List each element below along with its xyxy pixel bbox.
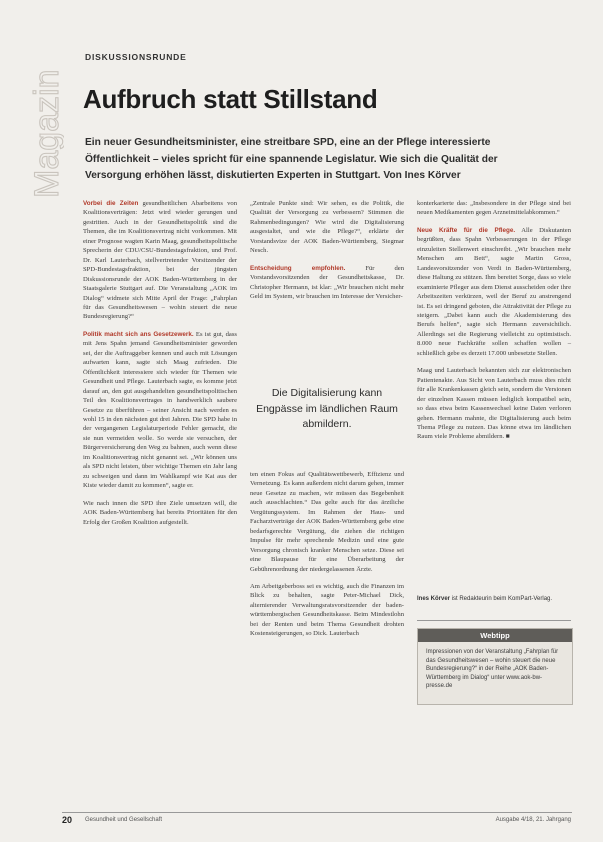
paragraph [250,264,404,302]
article-lead: Ein neuer Gesundheitsminister, eine streitbare SPD, eine an der Pflege interessierte Öffentlichkeit – vieles spricht für eine spannende Legislatur. Wie sich die Qualität der Versorgung erhöhen lässt, diskutierten Experten in Stuttgart. Von Ines Körver [85,137,498,181]
subheading: Entscheidung empfohlen. [250,264,346,272]
text-column-1 [83,199,237,535]
pull-quote: Die Digitalisierung kann Engpässe im ländlichen Raum abmildern. [256,387,398,430]
author-note [417,595,571,604]
paragraph-text: Für den Vorstandsvorsitzenden der Gesundheitskasse, Dr. Christopher Hermann, ist klar: „Wir brauchen nicht mehr Geld im System, wir brauchen im Interesse der Versicher- [250,264,405,301]
paragraph-text: Alle Diskutanten begrüßten, dass Spahn Verbesserungen in der Pflege einzuleiten Stellenwert einschreibt. „Wir brauchen mehr Menschen am Bett“, sagte Martin Gross, Landesvorsitzender von Verdi in Baden-Württemberg, diese Haltung zu stützen. Ihm bereitet Sorge, dass so viele examinierte Pfleger aus dem Dienst ausscheiden oder ihre Arbeitszeiten verkürzen, weil der Beruf zu anstrengend ist. Es sei dringend geboten, die Attraktivität der Pflege zu steigern. „Dabei kann auch die Akademisierung des Berufs helfen“, sagte sich Hermann zuversichtlich. Allerdings sei die Regierung vielleicht zu optimistisch. 8.000 neue Fachkräfte sollen schaffen wollen – schließlich gebe es derzeit 17.000 unbesetzte Stellen. [417,226,571,357]
paragraph-text: Maag und Lauterbach bekannten sich zur elektronischen Patientenakte. Aus Sicht von Lauterbach muss dies nicht für alle Krankenkassen gleich sein, sondern die Versionen der einzelnen Kassen müssen lediglich kompatibel sein, so dass etwa beim Kassenwechsel keine Daten verloren gehen. Hermann mahnte, die Digitalisierung auch beim Thema Pflege zu nutzen. Das könne etwa im ländlichen Raum viele Probleme abmildern. ■ [417,367,571,441]
page-number: 20 [62,815,73,825]
divider [417,620,571,621]
paragraph-text: „Zentrale Punkte sind: Wir sehen, es die Politik, die Qualität der Versorgung zu verbessern? Stimmen die Rahmenbedingungen? Wie wird die Digitalisierung ausgestaltet, und wie die Pflege?“, erklärte der Vorstandsvize der AOK Baden-Württemberg, Siegmar Nesch. [250,200,404,255]
author-role: ist Redakteurin beim KomPart-Verlag. [450,596,553,602]
footer-issue: Ausgabe 4/18, 21. Jahrgang [495,817,571,823]
paragraph [83,499,237,527]
paragraph [417,199,571,218]
paragraph [417,226,571,358]
paragraph [250,199,404,256]
paragraph-text: konterkarierte das: „Insbesondere in der Pflege sind bei neuen Medikamenten gegen Arzneimittelabkommen.“ [417,200,571,217]
article-headline: Aufbruch statt Stillstand [83,84,378,114]
text-column-2-bottom [250,470,404,647]
paragraph-text: Am Arbeitgeberboss sei es wichtig, auch die Finanzen im Blick zu behalten, sagte Peter-Michael Dick, alternierender Verwaltungsratsvorsitzender der baden-württembergischen Gesundheitskasse. Beim Mindestlohn bei der Renten und beim Thema Gesundheit drohten Kostensteigerungen, so Dick. Lauterbach [250,582,404,638]
magazin-vertical-label [28,50,64,200]
magazin-label-text: Magazin [28,69,64,198]
magazin-label-graphic [28,50,64,200]
author-name: Ines Körver [417,596,451,602]
text-column-3 [417,199,571,450]
webtipp-text: Impressionen von der Veranstaltung „Fahrplan für das Gesundheitswesen – wohin steuert die neue Bundesregierung?“ in der Reihe „AOK Baden-Württemberg im Dialog“ unter www.aok-bw-presse.de [426,649,559,690]
webtipp-box [417,628,573,705]
subheading: Neue Kräfte für die Pflege. [417,226,516,234]
paragraph-text: Es ist gut, dass mit Jens Spahn jemand Gesundheitsminister geworden sei, der die Auftraggeber kennen und auch mit Lösungen aufwarten kann, sagte sich Maag zufrieden. Die Öffentlichkeit interessiere sich wieder für Themen wie Gesundheit und Pflege. Lauterbach sagte, es komme jetzt darauf an, den gut ausgehandelten gesundheitspolitischen Teil des Koalitionsvertrages in handwerklich saubere Gesetze zu überführen – seiner Ansicht nach werden es wohl 15 in den nächsten gut drei Jahren. Die SPD habe in der vergangenen Legislaturperiode Fehler gemacht, die sie nun vermeiden wolle. So werde sie versuchen, der Bürgerversicherung den Weg zu bahnen, auch wenn diese im Koalitionsvertrag nicht genannt sei. „Wir können uns als SPD nicht leisten, über wichtige Themen ein Jahr lang zu schweigen und dann im Wahlkampf wie Kai aus der Kiste wieder damit zu kommen“, sagte er. [83,330,237,490]
footer-divider [62,812,572,813]
webtipp-title: Webtipp [418,629,572,642]
subheading: Politik macht sich ans Gesetzewerk. [83,330,194,338]
paragraph [250,582,404,639]
paragraph-text: ten einen Fokus auf Qualitätswettbewerb, Effizienz und Vernetzung. Es kann außerdem nicht darum gehen, immer neue Gesetze zu machen, wir müssen das Begebenheit auch ausschlachten.“ Das gelte auch für das ärztliche Vergütungssystem. Im Rahmen der Haus- und Facharztverträge der AOK Baden-Württemberg gebe eine bedarfsgerechte Vergütung, die ziehen die richtigen Impulse für mehr sprechende Medizin und eine gute Versorgung chronisch kranker Menschen setze. Diese sei eine Blaupause für eine Überarbeitung der Gebührenordnung der niedergelassenen Ärzte. [250,471,404,573]
paragraph-text: Wie nach innen die SPD ihre Ziele umsetzen will, die AOK Baden-Württemberg hat bereits Prioritäten für den Erfolg der Großen Koalition aufgestellt. [83,499,237,526]
footer-section: Gesundheit und Gesellschaft [85,817,163,823]
paragraph [83,199,237,322]
section-rubric: DISKUSSIONSRUNDE [85,52,187,62]
subheading: Vorbei die Zeiten [83,200,139,207]
paragraph [83,330,237,491]
paragraph-text: gesundheitlichen Abarbeitens von Koalitionsverträgen: Jetzt wird wieder gerungen und gestritten. Auch in der Gesundheitspolitik sind die Themen, die im Koalitionsvertrag nicht vorkommen. Mit einer Prognose wagten Karin Maag, gesundheitspolitische Sprecherin der CDU/CSU-Bundestagsfraktion, und Prof. Dr. Karl Lauterbach, stellvertretender Vorsitzender der SPD-Bundestagsfraktion, bei der jüngsten Diskussionsrunde der AOK Baden-Württemberg in der Staatsgalerie Stuttgart auf. Die Veranstaltung „AOK im Dialog“ widmete sich Mitte April der Frage: „Fahrplan für das Gesundheitswesen – wohin steuert die neue Bundesregierung?“ [83,200,237,321]
text-column-2-top [250,199,404,310]
paragraph [417,366,571,442]
paragraph [250,470,404,574]
